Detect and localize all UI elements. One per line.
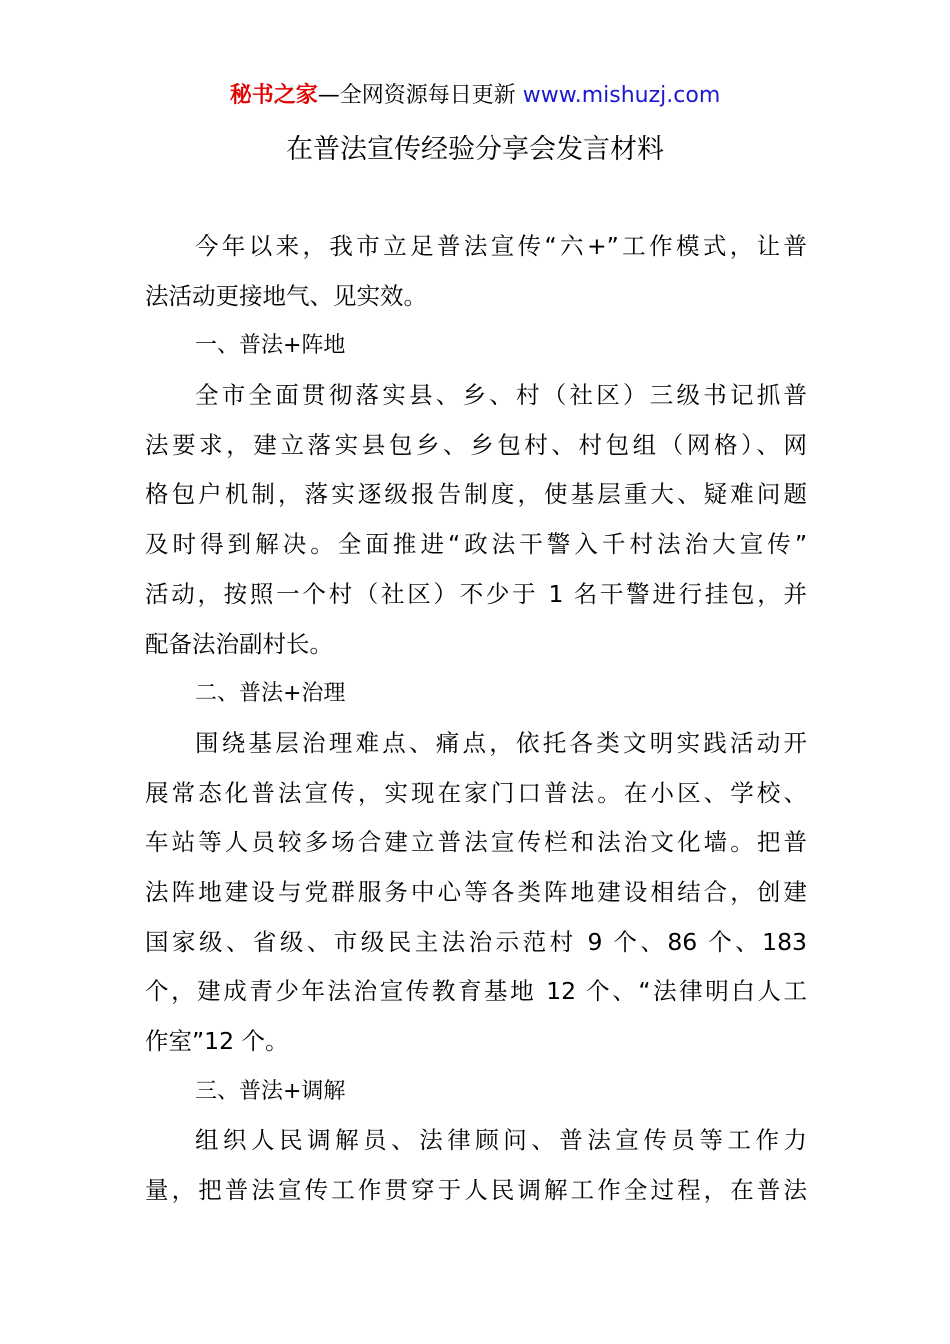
paragraph-line: 个，建成青少年法治宣传教育基地 12 个、“法律明白人工 (145, 977, 807, 1006)
paragraph-line: 组织人民调解员、法律顾问、普法宣传员等工作力 (195, 1126, 807, 1155)
paragraph-line: 今年以来，我市立足普法宣传“六+”工作模式，让普 (195, 232, 807, 260)
paragraph-line: 作室”12 个。 (145, 1027, 289, 1055)
paragraph-line: 国家级、省级、市级民主法治示范村 9 个、86 个、183 (145, 927, 807, 956)
section-heading: 二、普法+治理 (195, 681, 346, 707)
paragraph-line: 车站等人员较多场合建立普法宣传栏和法治文化墙。把普 (145, 828, 807, 857)
paragraph-line: 全市全面贯彻落实县、乡、村（社区）三级书记抓普 (195, 381, 807, 410)
section-heading: 三、普法+调解 (195, 1078, 346, 1104)
paragraph-line: 活动，按照一个村（社区）不少于 1 名干警进行挂包，并 (145, 579, 807, 608)
paragraph-line: 展常态化普法宣传，实现在家门口普法。在小区、学校、 (145, 778, 807, 807)
section-heading: 一、普法+阵地 (195, 333, 346, 359)
paragraph-line: 量，把普法宣传工作贯穿于人民调解工作全过程，在普法 (145, 1176, 807, 1205)
site-name: 秘书之家 (229, 83, 318, 108)
paragraph-line: 格包户机制，落实逐级报告制度，使基层重大、疑难问题 (145, 480, 807, 509)
site-header (0, 80, 950, 112)
paragraph-line: 法活动更接地气、见实效。 (145, 281, 427, 310)
paragraph-line: 法要求，建立落实县包乡、乡包村、村包组（网格）、网 (145, 430, 807, 459)
paragraph-line: 配备法治副村长。 (145, 629, 333, 658)
paragraph-line: 围绕基层治理难点、痛点，依托各类文明实践活动开 (195, 728, 807, 757)
paragraph-line: 法阵地建设与党群服务中心等各类阵地建设相结合，创建 (145, 877, 807, 906)
site-url-link[interactable]: www.mishuzj.com (522, 83, 721, 108)
document-body (145, 222, 807, 1216)
site-tagline: —全网资源每日更新 (317, 83, 516, 108)
document-title: 在普法宣传经验分享会发言材料 (286, 134, 664, 165)
paragraph-line: 及时得到解决。全面推进“政法干警入千村法治大宣传” (145, 530, 807, 559)
